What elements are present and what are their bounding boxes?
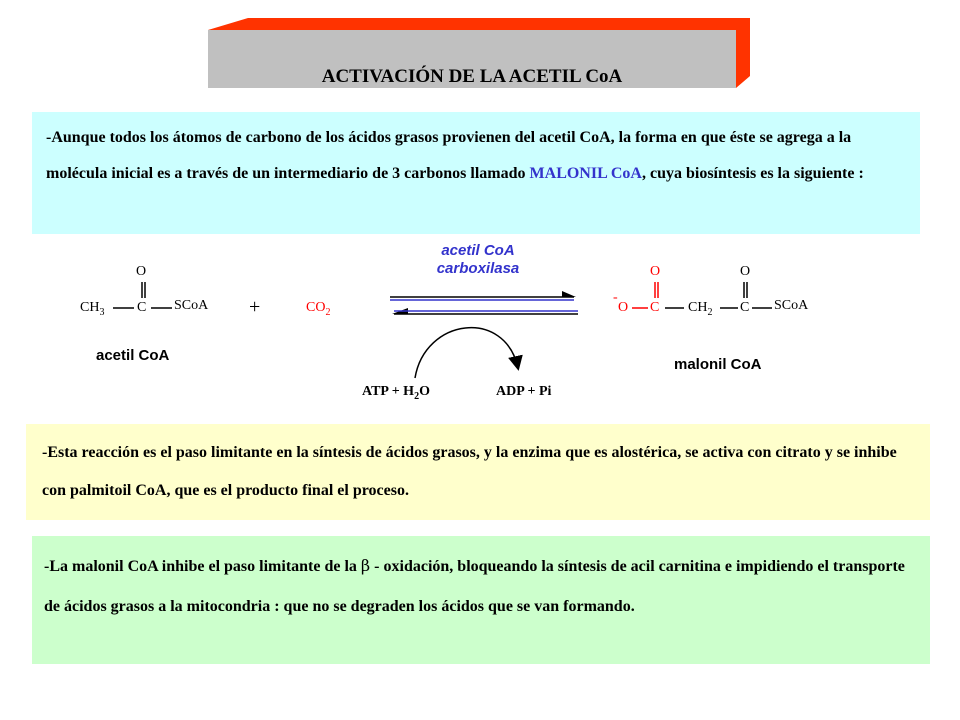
malonil-coa-label: malonil CoA [674,356,762,373]
limiting-step-box [26,424,930,520]
curved-arrow [415,328,518,378]
atp-h2o: ATP + $H_2O$ [362,384,430,402]
intro-text-2: , cuya biosíntesis es la siguiente : [641,165,864,182]
intro-text-1: -Aunque todos los átomos de carbono de los ácidos grasos provienen del acetil CoA, la forma en que éste se agrega a la molécula inicial es a través de un intermediario de 3 carbonos llamado [46,129,852,182]
plus-sign: + [249,296,261,318]
beta-oxidation-text-1: -La malonil CoA inhibe el paso limitante de la [44,558,361,575]
adp-pi: ADP + Pi [496,384,552,399]
acetyl-carbon: C [137,300,147,315]
malonyl-carbon-1: C [650,300,660,315]
malonyl-oxygen-2: O [740,264,751,279]
enzyme-label-line2: carboxilasa [436,260,520,277]
malonyl-ch2: $CH_2$ [688,300,713,318]
co2-molecule: $CO_2$ [306,300,331,318]
carboxylate-charge: - [613,290,618,305]
malonyl-oxygen-left: O [618,300,629,315]
beta-oxidation-text-2: - oxidación, bloqueando la síntesis de acil carnitina e impidiendo el transporte de ácidos grasos a la mitocondria : que no se degraden los ácidos que se van formando. [44,558,905,615]
malonil-highlight: MALONIL CoA [529,165,642,182]
enzyme-label [398,242,558,278]
limiting-step-text: -Esta reacción es el paso limitante en la síntesis de ácidos grasos, y la enzima que es alostérica, se activa con citrato y se inhibe con palmitoil CoA, que es el producto final el proceso. [42,444,897,499]
acetyl-coa-label: acetil CoA [96,347,170,364]
malonyl-scoa: SCoA [774,298,809,313]
acetyl-ch3: $CH_3$ [80,300,105,318]
beta-symbol: β [360,556,371,575]
page-title: ACTIVACIÓN DE LA ACETIL CoA [321,66,623,87]
malonyl-oxygen-1: O [650,264,661,279]
enzyme-label-line1: acetil CoA [441,242,515,259]
malonyl-carbon-2: C [740,300,750,315]
acetyl-oxygen: O [136,264,147,279]
beta-oxidation-box [32,536,930,664]
acetyl-scoa: SCoA [174,298,209,313]
